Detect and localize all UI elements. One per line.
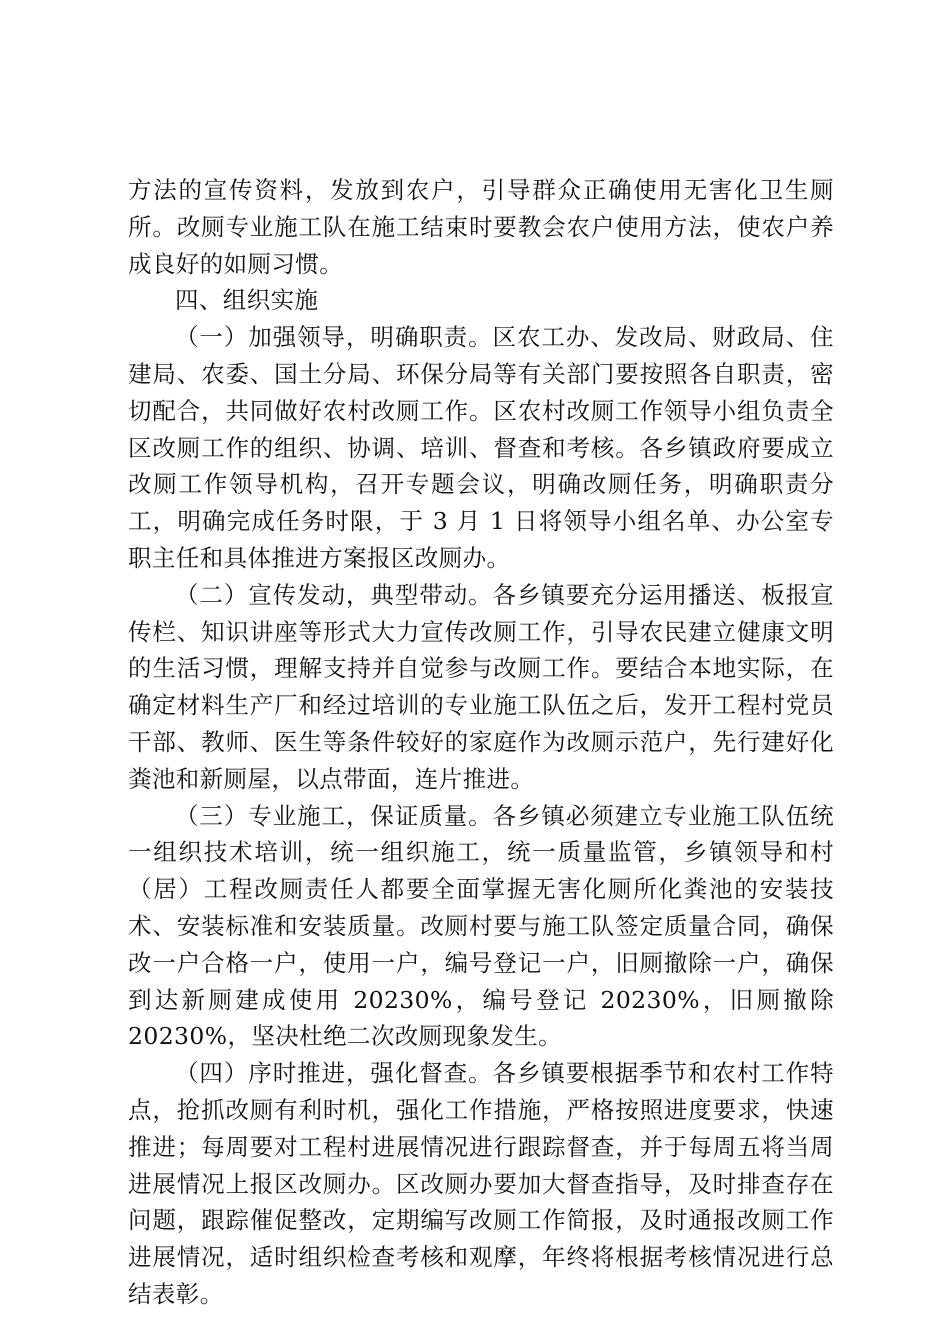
paragraph-leadership: （一）加强领导，明确职责。区农工办、发改局、财政局、住建局、农委、国土分局、环保分局等有关部门要按照各自职责，密切配合，共同做好农村改厕工作。区农村改厕工作领导小组负责全区改厕工作的组织、协调、培训、督查和考核。各乡镇政府要成立改厕工作领导机构，召开专题会议，明确改厕任务，明确职责分工，明确完成任务时限，于 3 月 1 日将领导小组名单、办公室专职主任和具体推进方案报区改厕办。 [128, 323, 834, 572]
paragraph-continuation: 方法的宣传资料，发放到农户，引导群众正确使用无害化卫生厕所。改厕专业施工队在施工结束时要教会农户使用方法，使农户养成良好的如厕习惯。 [128, 176, 834, 278]
paragraph-publicity: （二）宣传发动，典型带动。各乡镇要充分运用播送、板报宣传栏、知识讲座等形式大力宣传改厕工作，引导农民建立健康文明的生活习惯，理解支持并自觉参与改厕工作。要结合本地实际，在确定材料生产厂和经过培训的专业施工队伍之后，发开工程村党员干部、教师、医生等条件较好的家庭作为改厕示范户，先行建好化粪池和新厕屋，以点带面，连片推进。 [128, 580, 834, 793]
paragraph-supervision: （四）序时推进，强化督查。各乡镇要根据季节和农村工作特点，抢抓改厕有利时机，强化工作措施，严格按照进度要求，快速推进；每周要对工程村进展情况进行跟踪督查，并于每周五将当周进展情况上报区改厕办。区改厕办要加大督查指导，及时排查存在问题，跟踪催促整改，定期编写改厕工作简报，及时通报改厕工作进展情况，适时组织检查考核和观摩，年终将根据考核情况进行总结表彰。 [128, 1059, 834, 1308]
paragraph-construction: （三）专业施工，保证质量。各乡镇必须建立专业施工队伍统一组织技术培训，统一组织施工，统一质量监管，乡镇领导和村（居）工程改厕责任人都要全面掌握无害化厕所化粪池的安装技术、安装标准和安装质量。改厕村要与施工队签定质量合同，确保改一户合格一户，使用一户，编号登记一户，旧厕撤除一户，确保到达新厕建成使用 20230%，编号登记 20230%，旧厕撤除 20230%，坚决杜绝二次改厕现象发生。 [128, 801, 834, 1051]
document-body [128, 172, 834, 1313]
section-heading-organization: 四、组织实施 [175, 286, 319, 315]
